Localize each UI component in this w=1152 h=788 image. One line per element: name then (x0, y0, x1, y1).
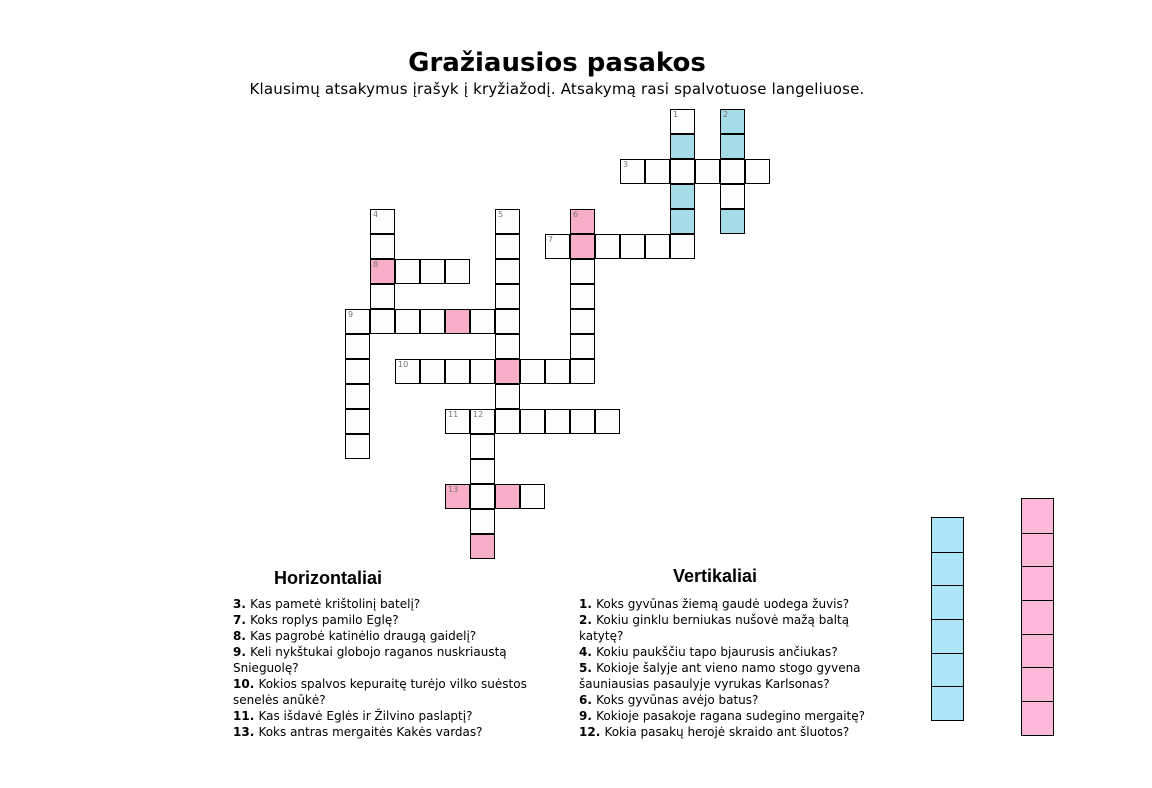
crossword-cell[interactable] (520, 409, 545, 434)
clue-number: 11 (448, 410, 459, 419)
answer-cell[interactable] (932, 686, 963, 720)
crossword-cell[interactable] (670, 209, 695, 234)
clue-text: Kokioje pasakoje ragana sudegino mergaitę? (596, 709, 865, 723)
clue-item (579, 644, 884, 660)
crossword-cell[interactable] (345, 434, 370, 459)
clue-number: 5. (579, 661, 597, 675)
clue-item (579, 660, 884, 692)
answer-cell[interactable] (932, 585, 963, 619)
crossword-cell[interactable] (395, 309, 420, 334)
crossword-cell[interactable] (720, 134, 745, 159)
clue-number: 4. (579, 645, 597, 659)
page-title: Gražiausios pasakos (408, 48, 706, 78)
clue-item (233, 724, 548, 740)
crossword-cell[interactable] (570, 209, 595, 234)
clue-number: 7. (233, 613, 251, 627)
crossword-cell[interactable] (345, 334, 370, 359)
crossword-cell[interactable] (545, 359, 570, 384)
instructions: Klausimų atsakymus įrašyk į kryžiažodį. Atsakymą rasi spalvotuose langeliuose. (249, 80, 865, 98)
crossword-cell[interactable] (445, 309, 470, 334)
crossword-cell[interactable] (470, 434, 495, 459)
crossword-cell[interactable] (445, 259, 470, 284)
horizontal-heading: Horizontaliai (274, 568, 383, 588)
clue-item (233, 612, 548, 628)
clue-item (579, 708, 884, 724)
clue-item (233, 708, 548, 724)
crossword-cell[interactable] (345, 409, 370, 434)
crossword-cell[interactable] (370, 259, 395, 284)
clue-item (233, 676, 548, 708)
crossword-cell[interactable] (720, 159, 745, 184)
clue-text: Kas pametė krištolinį batelį? (250, 597, 421, 611)
crossword-cell[interactable] (370, 209, 395, 234)
clue-item (233, 644, 548, 676)
crossword-cell[interactable] (570, 259, 595, 284)
clue-text: Koks gyvūnas avėjo batus? (596, 693, 759, 707)
crossword-cell[interactable] (520, 484, 545, 509)
crossword-cell[interactable] (445, 359, 470, 384)
clue-number: 6 (573, 210, 579, 219)
clue-number: 13 (448, 485, 459, 494)
clue-number: 2 (723, 110, 729, 119)
answer-cell[interactable] (932, 653, 963, 687)
crossword-cell[interactable] (370, 284, 395, 309)
crossword-cell[interactable] (595, 234, 620, 259)
crossword-cell[interactable] (570, 309, 595, 334)
clue-number: 9 (348, 310, 354, 319)
crossword-cell[interactable] (495, 359, 520, 384)
crossword-cell[interactable] (645, 234, 670, 259)
clue-text: Koks gyvūnas žiemą gaudė uodega žuvis? (596, 597, 850, 611)
answer-cell[interactable] (932, 619, 963, 653)
clue-text: Kokiu ginklu berniukas nušovė mažą baltą katytę? (579, 613, 850, 643)
clue-text: Koks antras mergaitės Kakės vardas? (258, 725, 483, 739)
crossword-cell[interactable] (570, 334, 595, 359)
clue-item (233, 628, 548, 644)
crossword-cell[interactable] (620, 234, 645, 259)
crossword-cell[interactable] (345, 309, 370, 334)
crossword-cell[interactable] (495, 384, 520, 409)
clue-number: 10. (233, 677, 259, 691)
clue-number: 6. (579, 693, 597, 707)
crossword-cell[interactable] (720, 109, 745, 134)
clue-number: 13. (233, 725, 259, 739)
pink-answer-strip (1021, 498, 1054, 736)
clue-text: Kas pagrobė katinėlio draugą gaidelį? (250, 629, 477, 643)
answer-cell[interactable] (932, 552, 963, 586)
clue-number: 9. (579, 709, 597, 723)
crossword-cell[interactable] (520, 359, 545, 384)
crossword-cell[interactable] (620, 159, 645, 184)
answer-cell[interactable] (1022, 634, 1053, 668)
blue-answer-strip (931, 517, 964, 721)
vertical-clues (579, 596, 884, 740)
clue-number: 12. (579, 725, 605, 739)
clue-text: Kas išdavė Eglės ir Žilvino paslaptį? (258, 709, 473, 723)
clue-number: 7 (548, 235, 554, 244)
clue-number: 8. (233, 629, 251, 643)
crossword-cell[interactable] (445, 409, 470, 434)
crossword-cell[interactable] (570, 409, 595, 434)
crossword-cell[interactable] (395, 359, 420, 384)
crossword-cell[interactable] (495, 259, 520, 284)
crossword-cell[interactable] (670, 134, 695, 159)
clue-number: 3. (233, 597, 251, 611)
answer-cell[interactable] (932, 518, 963, 552)
clue-number: 3 (623, 160, 629, 169)
clue-text: Kokiu paukščiu tapo bjaurusis ančiukas? (596, 645, 838, 659)
clue-item (579, 724, 884, 740)
crossword-cell[interactable] (570, 284, 595, 309)
crossword-cell[interactable] (395, 259, 420, 284)
crossword-cell[interactable] (470, 409, 495, 434)
crossword-cell[interactable] (370, 309, 395, 334)
clue-text: Kokia pasakų herojė skraido ant šluotos? (604, 725, 850, 739)
crossword-cell[interactable] (645, 159, 670, 184)
clue-item (579, 596, 884, 612)
clue-number: 9. (233, 645, 251, 659)
crossword-cell[interactable] (495, 234, 520, 259)
clue-number: 5 (498, 210, 504, 219)
crossword-cell[interactable] (495, 484, 520, 509)
clue-text: Kokios spalvos kepuraitę turėjo vilko suėstos senelės anūkė? (233, 677, 527, 707)
clue-number: 4 (373, 210, 379, 219)
crossword-cell[interactable] (695, 159, 720, 184)
answer-cell[interactable] (1022, 701, 1053, 735)
clue-number: 11. (233, 709, 259, 723)
crossword-cell[interactable] (470, 459, 495, 484)
clue-number: 8 (373, 260, 379, 269)
crossword-cell[interactable] (670, 184, 695, 209)
crossword-cell[interactable] (495, 284, 520, 309)
crossword-cell[interactable] (495, 209, 520, 234)
crossword-cell[interactable] (495, 309, 520, 334)
clue-number: 12 (473, 410, 484, 419)
crossword-cell[interactable] (495, 409, 520, 434)
answer-cell[interactable] (1022, 533, 1053, 567)
crossword-cell[interactable] (670, 234, 695, 259)
crossword-cell[interactable] (470, 359, 495, 384)
clue-item (579, 692, 884, 708)
answer-cell[interactable] (1022, 667, 1053, 701)
crossword-cell[interactable] (570, 234, 595, 259)
clue-item (579, 612, 884, 644)
clue-text: Koks roplys pamilo Eglę? (250, 613, 399, 627)
clue-item (233, 596, 548, 612)
clue-number: 1 (673, 110, 679, 119)
crossword-cell[interactable] (470, 484, 495, 509)
crossword-cell[interactable] (570, 359, 595, 384)
clue-number: 10 (398, 360, 409, 369)
clue-number: 2. (579, 613, 597, 627)
clue-number: 1. (579, 597, 597, 611)
clue-text: Kokioje šalyje ant vieno namo stogo gyvena šauniausias pasaulyje vyrukas Karlsonas? (579, 661, 861, 691)
crossword-cell[interactable] (345, 359, 370, 384)
answer-cell[interactable] (1022, 566, 1053, 600)
clue-text: Keli nykštukai globojo raganos nuskriaustą Snieguolę? (233, 645, 507, 675)
crossword-cell[interactable] (670, 159, 695, 184)
crossword-cell[interactable] (420, 259, 445, 284)
crossword-cell[interactable] (445, 484, 470, 509)
crossword-cell[interactable] (595, 409, 620, 434)
answer-cell[interactable] (1022, 499, 1053, 533)
answer-cell[interactable] (1022, 600, 1053, 634)
crossword-cell[interactable] (470, 509, 495, 534)
crossword-cell[interactable] (370, 234, 395, 259)
crossword-cell[interactable] (420, 309, 445, 334)
horizontal-clues (233, 596, 548, 740)
crossword-cell[interactable] (720, 184, 745, 209)
crossword-cell[interactable] (720, 209, 745, 234)
crossword-cell[interactable] (345, 384, 370, 409)
crossword-cell[interactable] (470, 309, 495, 334)
crossword-cell[interactable] (545, 409, 570, 434)
crossword-cell[interactable] (545, 234, 570, 259)
crossword-cell[interactable] (470, 534, 495, 559)
crossword-cell[interactable] (495, 334, 520, 359)
vertical-heading: Vertikaliai (673, 566, 758, 586)
crossword-cell[interactable] (745, 159, 770, 184)
crossword-cell[interactable] (670, 109, 695, 134)
crossword-cell[interactable] (420, 359, 445, 384)
